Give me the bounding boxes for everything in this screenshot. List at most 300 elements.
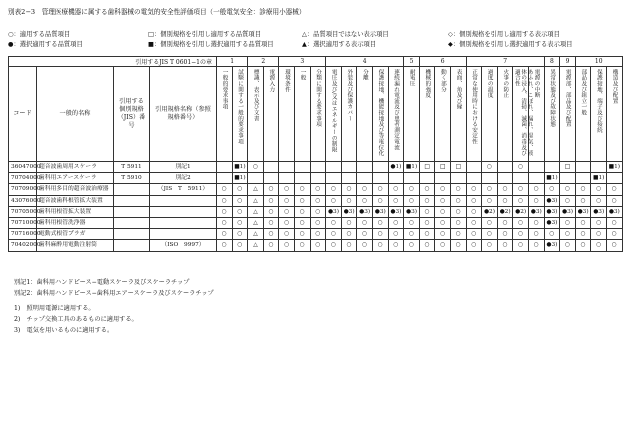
evaluation-mark: ○ (482, 195, 498, 206)
evaluation-mark (560, 173, 576, 184)
item-header-label: 分離 (361, 69, 368, 81)
item-header-label: 連続漏れ電流及び患者測定電流 (393, 69, 400, 151)
item-header-label: 電源部、部品及び配置 (564, 69, 571, 127)
evaluation-mark (388, 173, 404, 184)
note-line: 別記2：歯科用ハンドピース−歯科用エアースケーラ及びスケーラチップ (14, 290, 214, 297)
evaluation-mark: ○ (513, 240, 529, 251)
evaluation-mark: ○ (591, 217, 607, 228)
evaluation-mark: ○ (388, 240, 404, 251)
cell-name: 超音波歯科根管拡大装置 (37, 195, 114, 206)
evaluation-mark: ○ (451, 217, 467, 228)
evaluation-mark: ○ (295, 240, 311, 251)
legend-item: ●：選択適用する品質項目 (8, 41, 83, 48)
cell-ref: 別記2 (150, 173, 217, 184)
evaluation-mark: ○ (263, 217, 279, 228)
item-header-label: 分類に関する要求事項 (315, 69, 322, 127)
evaluation-mark: ○ (435, 206, 451, 217)
evaluation-mark: ○ (560, 184, 576, 195)
evaluation-mark: ○ (482, 240, 498, 251)
evaluation-mark: ○ (279, 217, 295, 228)
evaluation-mark: ●3) (326, 206, 342, 217)
evaluation-mark: ○ (217, 195, 233, 206)
chapter-header: 7 (466, 57, 544, 67)
cell-name: 歯科用根管拡大装置 (37, 206, 114, 217)
item-header (466, 67, 482, 162)
item-header (591, 67, 607, 162)
evaluation-mark: ●3) (544, 240, 560, 251)
evaluation-mark: ○ (248, 162, 264, 173)
item-header-label: 外装及び保護カバー (346, 69, 353, 122)
evaluation-mark: ○ (451, 229, 467, 240)
item-header-label: 試験に関する一般的要求事項 (237, 69, 244, 145)
evaluation-mark (482, 173, 498, 184)
cell-jis (114, 206, 150, 217)
evaluation-mark: ○ (419, 229, 435, 240)
evaluation-mark: ●3) (528, 206, 544, 217)
evaluation-mark (419, 173, 435, 184)
evaluation-mark: ●3) (372, 206, 388, 217)
evaluation-mark: ●3) (357, 206, 373, 217)
evaluation-mark: ●3) (544, 217, 560, 228)
cell-code: 70402000 (9, 240, 37, 251)
evaluation-mark: ○ (435, 217, 451, 228)
evaluation-mark: ○ (451, 240, 467, 251)
evaluation-mark: ○ (295, 195, 311, 206)
evaluation-mark: ○ (513, 162, 529, 173)
evaluation-mark: ○ (607, 184, 623, 195)
evaluation-mark: △ (248, 229, 264, 240)
chapter-header: 3 (279, 57, 326, 67)
evaluation-mark: ○ (451, 195, 467, 206)
item-header-label: 異常状態及び故障状態 (549, 69, 556, 127)
evaluation-mark: ●3) (575, 206, 591, 217)
code-header: コード (9, 67, 37, 162)
chapter-header: 10 (575, 57, 622, 67)
evaluation-mark (575, 173, 591, 184)
table-row (9, 184, 623, 195)
evaluation-mark: ○ (279, 206, 295, 217)
evaluation-mark: ○ (263, 206, 279, 217)
table-row (9, 229, 623, 240)
item-header (497, 67, 513, 162)
evaluation-mark (357, 162, 373, 173)
evaluation-mark: ○ (372, 240, 388, 251)
evaluation-mark: ○ (607, 229, 623, 240)
item-header (295, 67, 311, 162)
evaluation-mark (279, 162, 295, 173)
item-header-label: 動く部分 (439, 69, 446, 93)
cell-ref (150, 217, 217, 228)
evaluation-mark: ○ (607, 217, 623, 228)
evaluation-mark: ○ (544, 184, 560, 195)
legend-item: ◆：個別規格を引用し選択適用する表示項目 (448, 41, 573, 48)
evaluation-mark: ○ (528, 195, 544, 206)
evaluation-mark: ○ (560, 195, 576, 206)
evaluation-mark: ○ (513, 195, 529, 206)
item-header (544, 67, 560, 162)
item-header-label: 一般 (299, 69, 306, 81)
evaluation-mark: ●2) (497, 206, 513, 217)
item-header-label: 機械的強度 (424, 69, 431, 98)
evaluation-mark: ○ (528, 217, 544, 228)
cell-name: 歯科用多目的超音波治療器 (37, 184, 114, 195)
evaluation-mark: ○ (435, 184, 451, 195)
evaluation-mark (528, 173, 544, 184)
evaluation-mark (310, 173, 326, 184)
legend-item: ▲：選択適用する表示項目 (302, 41, 377, 48)
evaluation-mark (326, 162, 342, 173)
evaluation-mark: ○ (466, 206, 482, 217)
evaluation-mark: ○ (560, 240, 576, 251)
cell-jis (114, 240, 150, 251)
evaluation-table (8, 56, 623, 252)
evaluation-mark: ○ (279, 184, 295, 195)
evaluation-mark: ○ (372, 195, 388, 206)
item-header (279, 67, 295, 162)
evaluation-mark: ○ (263, 229, 279, 240)
evaluation-mark: ●3) (560, 206, 576, 217)
evaluation-mark (513, 173, 529, 184)
evaluation-mark: ○ (326, 184, 342, 195)
evaluation-mark: ○ (560, 229, 576, 240)
evaluation-mark: □ (451, 162, 467, 173)
cell-code: 43076000 (9, 195, 37, 206)
item-header (513, 67, 533, 162)
evaluation-mark: ●1) (388, 162, 404, 173)
evaluation-mark: ○ (310, 240, 326, 251)
item-header (607, 67, 623, 162)
cell-code: 70705000 (9, 206, 37, 217)
item-header (310, 67, 326, 162)
evaluation-mark: ○ (372, 184, 388, 195)
item-header (451, 67, 467, 162)
cell-name: 超音波歯周用スケーラ (37, 162, 114, 173)
evaluation-mark: ■1) (544, 173, 560, 184)
evaluation-mark: ○ (419, 217, 435, 228)
evaluation-mark: △ (248, 184, 264, 195)
evaluation-mark: ○ (466, 184, 482, 195)
table-row (9, 195, 623, 206)
evaluation-mark (263, 162, 279, 173)
item-header-label: 火事の防止 (502, 69, 509, 98)
evaluation-mark: ○ (388, 217, 404, 228)
evaluation-mark: ○ (419, 195, 435, 206)
item-header (263, 67, 279, 162)
evaluation-mark (466, 162, 482, 173)
evaluation-mark: ■1) (232, 173, 248, 184)
evaluation-mark (372, 173, 388, 184)
evaluation-mark: ●3) (341, 206, 357, 217)
chapter-header: 5 (404, 57, 420, 67)
evaluation-mark: ●2) (482, 206, 498, 217)
chapter-header: 4 (326, 57, 404, 67)
evaluation-mark: ○ (419, 206, 435, 217)
evaluation-mark: ○ (357, 184, 373, 195)
evaluation-mark (591, 162, 607, 173)
evaluation-mark: ○ (372, 229, 388, 240)
item-header (357, 67, 373, 162)
evaluation-mark (248, 173, 264, 184)
evaluation-mark: ●3) (607, 206, 623, 217)
item-header-label: 一般的要求事項 (221, 69, 228, 110)
evaluation-mark: ○ (419, 184, 435, 195)
evaluation-mark: ○ (607, 195, 623, 206)
item-header (217, 67, 233, 162)
evaluation-mark: ○ (544, 229, 560, 240)
note-line: 2) チップ交換工具のあるものに適用する。 (14, 316, 138, 323)
evaluation-mark: ●3) (544, 206, 560, 217)
evaluation-mark: ○ (513, 229, 529, 240)
evaluation-mark: ●3) (404, 206, 420, 217)
evaluation-mark (263, 173, 279, 184)
evaluation-mark: ○ (497, 195, 513, 206)
evaluation-mark: ○ (295, 217, 311, 228)
cell-code: 70704000 (9, 173, 37, 184)
evaluation-mark: ○ (591, 240, 607, 251)
evaluation-mark (357, 173, 373, 184)
evaluation-mark (326, 173, 342, 184)
evaluation-mark (607, 173, 623, 184)
item-header-label: 電圧及び/又はエネルギーの制限 (330, 69, 337, 153)
evaluation-mark: ○ (435, 240, 451, 251)
item-header (372, 67, 388, 162)
item-header (482, 67, 498, 162)
item-header (575, 67, 591, 162)
evaluation-mark: ○ (295, 184, 311, 195)
evaluation-mark: ○ (341, 184, 357, 195)
cell-jis: T 5911 (114, 162, 150, 173)
cell-jis (114, 217, 150, 228)
evaluation-mark: ○ (232, 184, 248, 195)
evaluation-mark: ○ (310, 217, 326, 228)
evaluation-mark: □ (560, 162, 576, 173)
evaluation-mark: ○ (482, 162, 498, 173)
evaluation-mark (279, 173, 295, 184)
evaluation-mark: ●3) (388, 206, 404, 217)
evaluation-mark: ○ (466, 240, 482, 251)
evaluation-mark: ○ (404, 184, 420, 195)
item-header-label: 過度の温度 (486, 69, 493, 98)
cell-jis (114, 184, 150, 195)
evaluation-mark: ○ (232, 229, 248, 240)
evaluation-mark: ○ (482, 217, 498, 228)
evaluation-mark: ○ (591, 195, 607, 206)
evaluation-mark: ○ (357, 229, 373, 240)
evaluation-mark: ○ (232, 195, 248, 206)
evaluation-mark (497, 173, 513, 184)
evaluation-mark: ○ (310, 229, 326, 240)
evaluation-mark: ○ (217, 184, 233, 195)
evaluation-mark: ○ (466, 195, 482, 206)
evaluation-mark: ○ (497, 184, 513, 195)
cell-name: 歯科用根管洗浄器 (37, 217, 114, 228)
evaluation-mark: ○ (575, 240, 591, 251)
evaluation-mark: ○ (591, 184, 607, 195)
cell-code: 70710000 (9, 217, 37, 228)
evaluation-mark: ●3) (544, 195, 560, 206)
evaluation-mark: ○ (341, 217, 357, 228)
evaluation-mark (341, 162, 357, 173)
item-header (404, 67, 420, 162)
evaluation-mark: ○ (513, 217, 529, 228)
evaluation-mark: △ (248, 195, 264, 206)
evaluation-mark: ○ (404, 195, 420, 206)
evaluation-mark: ○ (388, 184, 404, 195)
evaluation-mark: △ (248, 217, 264, 228)
evaluation-mark (295, 173, 311, 184)
evaluation-mark: ○ (466, 217, 482, 228)
evaluation-mark: ○ (372, 217, 388, 228)
evaluation-mark: ○ (326, 229, 342, 240)
note-line: 3) 電気を用いるものに適用する。 (14, 327, 114, 334)
chapter-header: 9 (560, 57, 576, 67)
evaluation-mark: ○ (419, 240, 435, 251)
evaluation-mark: ○ (295, 206, 311, 217)
chapter-header: 2 (248, 57, 279, 67)
evaluation-mark: ○ (497, 217, 513, 228)
cell-ref: （JIS T 5911） (150, 184, 217, 195)
evaluation-mark: ○ (279, 195, 295, 206)
cell-jis (114, 229, 150, 240)
cell-ref (150, 195, 217, 206)
chapter-header: 8 (544, 57, 560, 67)
evaluation-mark: ○ (310, 195, 326, 206)
item-header-label: 環境条件 (283, 69, 290, 93)
evaluation-mark: ○ (404, 240, 420, 251)
evaluation-mark: ○ (482, 229, 498, 240)
jis-header: 引用する個別規格（JIS）番号 (114, 67, 150, 162)
evaluation-mark: ○ (575, 195, 591, 206)
evaluation-mark: ○ (341, 195, 357, 206)
evaluation-mark: ○ (232, 217, 248, 228)
item-header (435, 67, 451, 162)
evaluation-mark (497, 162, 513, 173)
evaluation-mark (544, 162, 560, 173)
cell-ref: 別記1 (150, 162, 217, 173)
evaluation-mark (217, 162, 233, 173)
evaluation-mark (451, 173, 467, 184)
item-header-label: 標識、表示及び文書 (252, 69, 259, 122)
evaluation-mark: ○ (357, 240, 373, 251)
evaluation-mark: ○ (279, 229, 295, 240)
chapter-header: 6 (419, 57, 466, 67)
cell-name: 電動式根管プラガ (37, 229, 114, 240)
item-header (419, 67, 435, 162)
item-header-label: 保護接地、機能接地及び等電位化 (377, 69, 384, 156)
evaluation-mark: ○ (357, 217, 373, 228)
evaluation-mark: ○ (575, 217, 591, 228)
item-header-label: 表面、角及び縁 (455, 69, 462, 110)
item-header (560, 67, 576, 162)
evaluation-mark: ○ (341, 229, 357, 240)
evaluation-mark: ○ (310, 206, 326, 217)
evaluation-mark: △ (248, 206, 264, 217)
evaluation-mark: ○ (263, 184, 279, 195)
evaluation-mark: ○ (482, 184, 498, 195)
evaluation-mark: ○ (279, 240, 295, 251)
evaluation-mark: ○ (607, 240, 623, 251)
evaluation-mark: ●2) (513, 206, 529, 217)
evaluation-mark (466, 173, 482, 184)
cell-code: 70709000 (9, 184, 37, 195)
note-line: 別記1：歯科用ハンドピース−電動スケーラ及びスケーラチップ (14, 279, 190, 286)
evaluation-mark: ■1) (591, 173, 607, 184)
evaluation-mark: ○ (497, 229, 513, 240)
evaluation-mark (372, 162, 388, 173)
evaluation-mark: ○ (341, 240, 357, 251)
item-header-label: 電源入力 (268, 69, 275, 93)
evaluation-mark: ○ (404, 229, 420, 240)
note-line: 1) 照明用電源に適用する。 (14, 305, 95, 312)
evaluation-mark: ○ (388, 229, 404, 240)
evaluation-mark: ○ (326, 217, 342, 228)
evaluation-mark: ○ (466, 229, 482, 240)
evaluation-mark (404, 173, 420, 184)
item-header-label: 電源の中断 (533, 69, 540, 98)
cell-ref (150, 206, 217, 217)
evaluation-mark: ○ (575, 184, 591, 195)
legend-item: ◇：個別規格を引用し適用する表示項目 (448, 31, 560, 38)
evaluation-mark (528, 162, 544, 173)
page-title: 別表2−3 管理医療機器に属する歯科器械の電気的安全性評価項目（一般電気安全：診療用小器械） (8, 8, 306, 16)
cell-jis (114, 195, 150, 206)
item-header-label: 部品及び組立一般 (580, 69, 587, 116)
evaluation-mark: ○ (575, 229, 591, 240)
name-header: 一般的名称 (37, 67, 114, 162)
evaluation-mark: ○ (263, 240, 279, 251)
table-row (9, 162, 623, 173)
item-header (248, 67, 264, 162)
chapter-header: 1 (217, 57, 248, 67)
table-row (9, 173, 623, 184)
evaluation-mark: □ (435, 162, 451, 173)
table-row (9, 240, 623, 251)
evaluation-mark: ○ (217, 240, 233, 251)
evaluation-mark: ○ (357, 195, 373, 206)
evaluation-mark: ○ (591, 229, 607, 240)
evaluation-mark: ○ (310, 184, 326, 195)
evaluation-mark (341, 173, 357, 184)
cell-jis: T 5910 (114, 173, 150, 184)
cell-ref (150, 229, 217, 240)
evaluation-mark: ○ (232, 206, 248, 217)
evaluation-mark: ○ (528, 184, 544, 195)
evaluation-mark: ■1) (404, 162, 420, 173)
legend-item: △：品質項目ではない表示項目 (302, 31, 389, 38)
jis-chapter-label: 引用するJIS T 0601−1の章 (9, 57, 217, 67)
evaluation-mark: ○ (295, 229, 311, 240)
evaluation-mark: ○ (528, 240, 544, 251)
evaluation-mark (295, 162, 311, 173)
evaluation-mark: □ (419, 162, 435, 173)
item-header-label: あふれ、こぼれ、漏れ、湿気、液体の浸入、清掃、滅菌、消毒及び適合性 (513, 69, 533, 156)
evaluation-mark: ○ (497, 240, 513, 251)
legend-item: □：個別規格を引用し適用する品質項目 (148, 31, 261, 38)
cell-code: 70716000 (9, 229, 37, 240)
evaluation-mark (217, 173, 233, 184)
item-header (232, 67, 248, 162)
item-header-label: 正常な使用時における安定性 (471, 69, 478, 145)
evaluation-mark: ○ (451, 206, 467, 217)
evaluation-mark: ○ (217, 229, 233, 240)
legend-item: ○：適用する品質項目 (8, 31, 71, 38)
item-header (388, 67, 404, 162)
evaluation-mark: ○ (232, 240, 248, 251)
item-header-label: 耐電圧 (408, 69, 415, 87)
evaluation-mark: ○ (217, 206, 233, 217)
evaluation-mark: ○ (404, 217, 420, 228)
cell-code: 36047000 (9, 162, 37, 173)
